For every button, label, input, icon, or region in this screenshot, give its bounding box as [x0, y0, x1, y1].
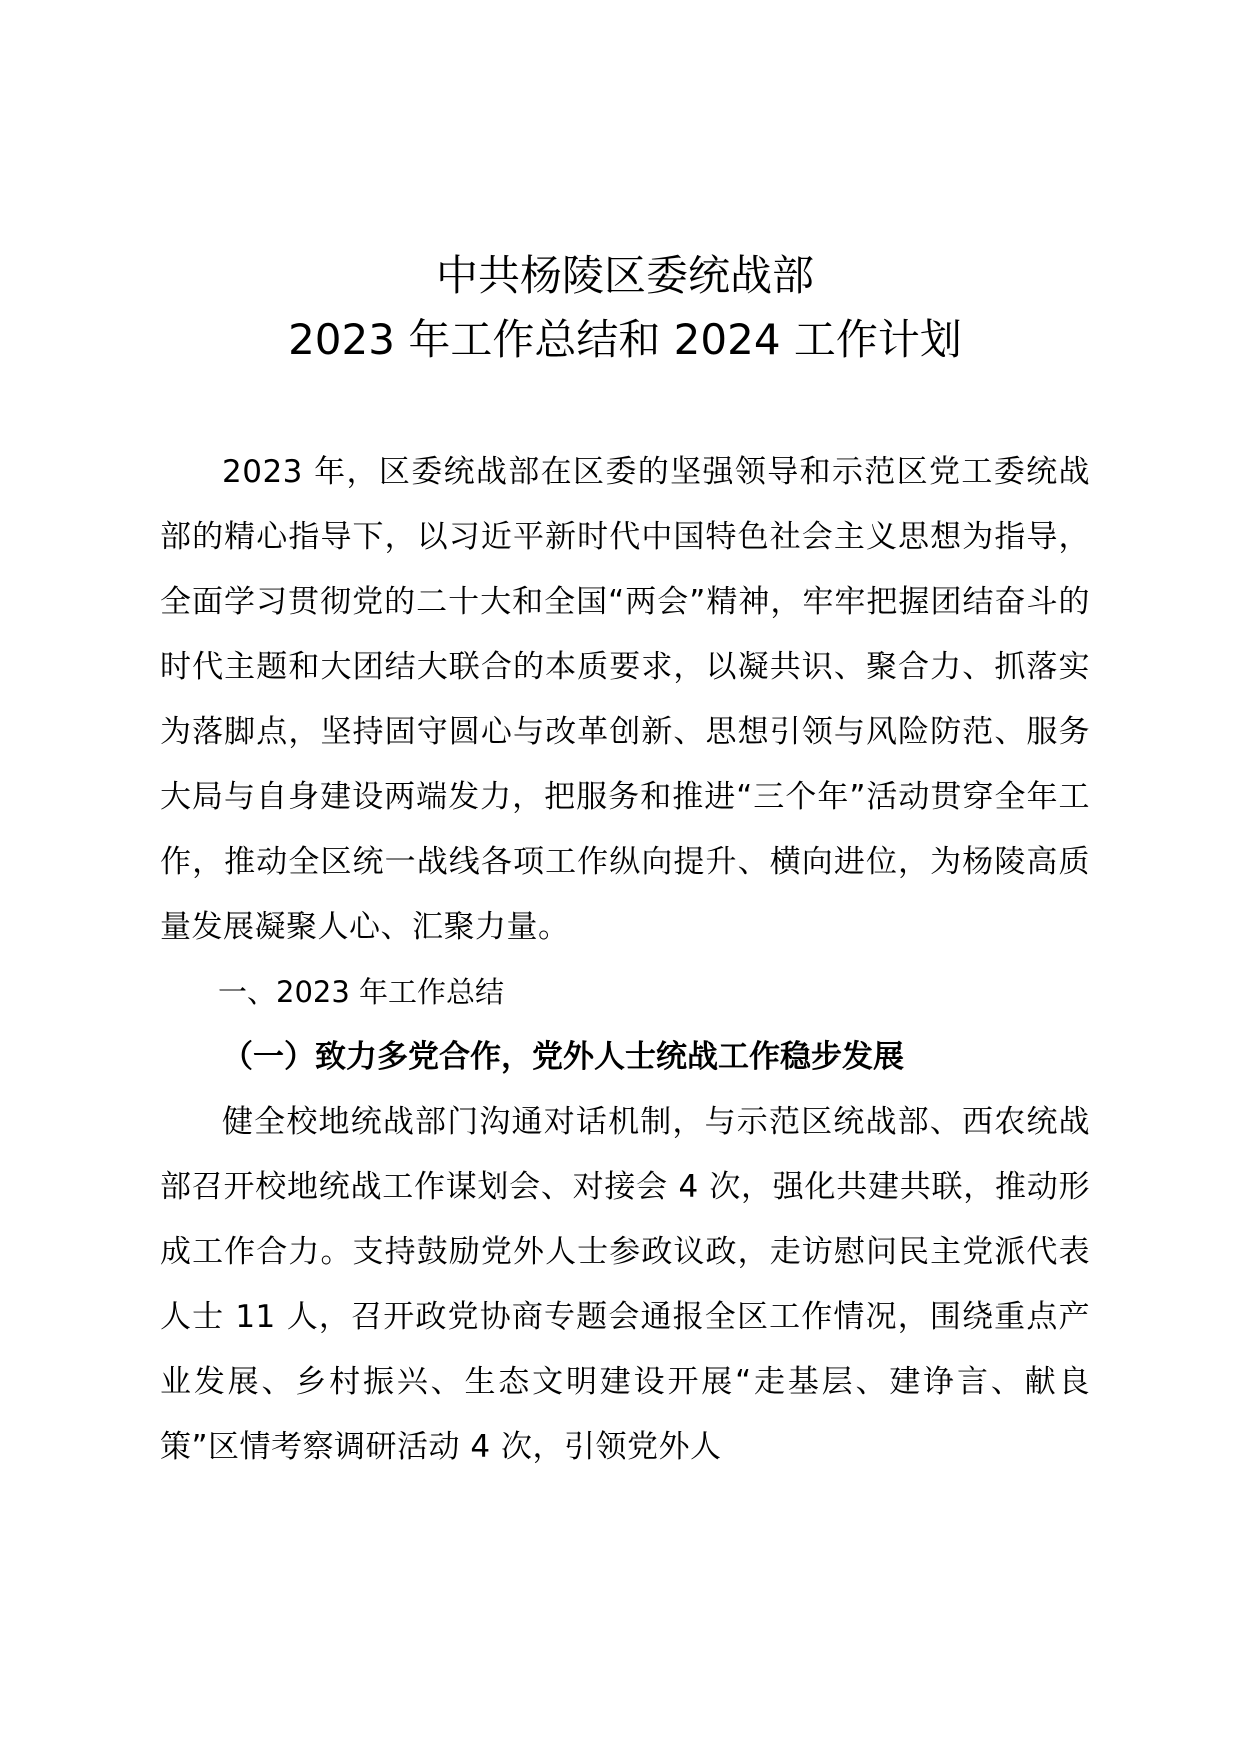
- title-line-2: 2023 年工作总结和 2024 工作计划: [288, 315, 962, 364]
- subsection-1-paragraph: 健全校地统战部门沟通对话机制，与示范区统战部、西农统战部召开校地统战工作谋划会、对接会 4 次，强化共建共联，推动形成工作合力。支持鼓励党外人士参政议政，走访慰问民主党派代表人士 11 人，召开政党协商专题会通报全区工作情况，围绕重点产业发展、乡村振兴、生态文明建设开展“走基层、建诤言、献良策”区情考察调研活动 4 次，引领党外人: [160, 1104, 1090, 1465]
- document-title: [160, 244, 1090, 372]
- section-1-heading: 一、2023 年工作总结: [218, 975, 505, 1009]
- intro-paragraph: 2023 年，区委统战部在区委的坚强领导和示范区党工委统战部的精心指导下，以习近平新时代中国特色社会主义思想为指导，全面学习贯彻党的二十大和全国“两会”精神，牢牢把握团结奋斗的时代主题和大团结大联合的本质要求，以凝共识、聚合力、抓落实为落脚点，坚持固守圆心与改革创新、思想引领与风险防范、服务大局与自身建设两端发力，把服务和推进“三个年”活动贯穿全年工作，推动全区统一战线各项工作纵向提升、横向进位，为杨陵高质量发展凝聚人心、汇聚力量。: [160, 454, 1090, 945]
- title-spacer: [160, 372, 1090, 440]
- title-line-1: 中共杨陵区委统战部: [435, 251, 814, 300]
- subsection-1-heading: （一）致力多党合作，党外人士统战工作稳步发展: [222, 1039, 904, 1075]
- document-page: [160, 244, 1090, 1480]
